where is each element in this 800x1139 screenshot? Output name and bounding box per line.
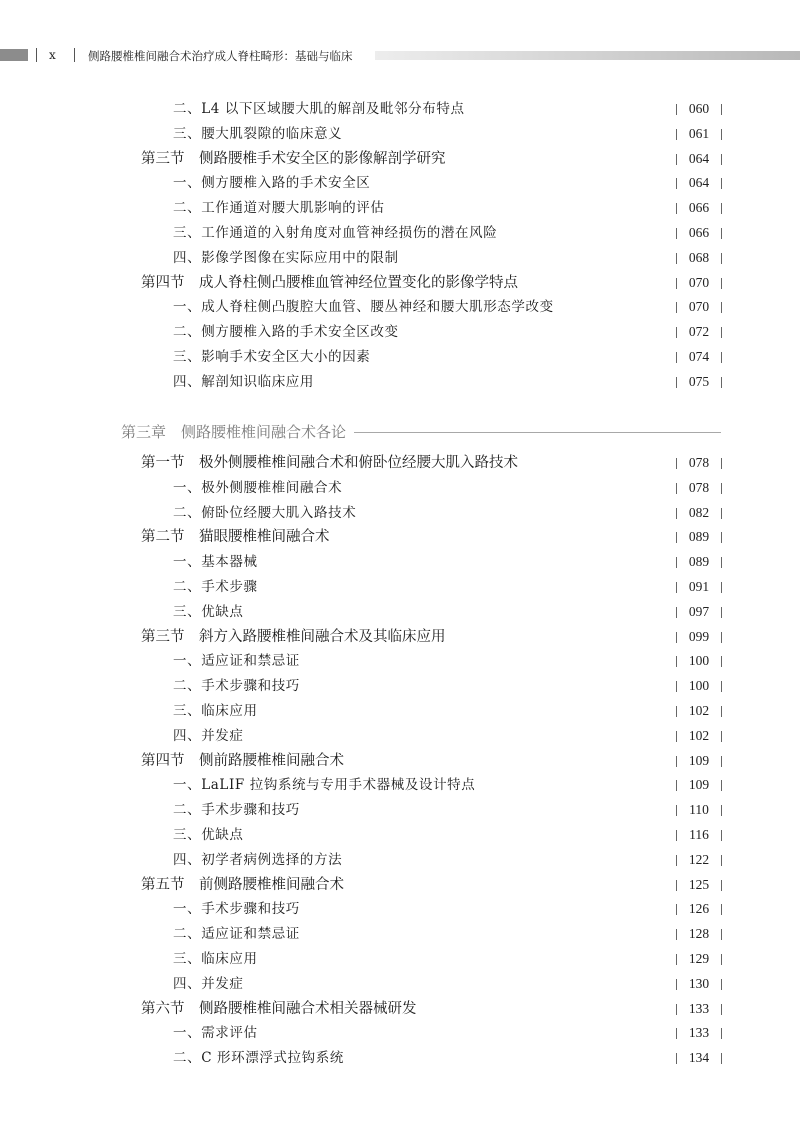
toc-subsection-entry[interactable] bbox=[0, 675, 800, 697]
toc-page-number: 109 bbox=[676, 750, 722, 772]
toc-subsection-entry[interactable] bbox=[0, 551, 800, 573]
toc-page-number: 075 bbox=[676, 371, 722, 393]
toc-entry-title: 三、优缺点 bbox=[173, 603, 244, 620]
toc-subsection-entry[interactable] bbox=[0, 576, 800, 598]
toc-entry-title: 四、解剖知识临床应用 bbox=[173, 373, 314, 390]
toc-subsection-entry[interactable] bbox=[0, 371, 800, 393]
toc-section-entry[interactable] bbox=[0, 526, 800, 548]
toc-entry-title: 二、工作通道对腰大肌影响的评估 bbox=[173, 200, 385, 217]
toc-entry-title: 一、侧方腰椎入路的手术安全区 bbox=[173, 175, 371, 192]
toc-section-entry[interactable] bbox=[0, 626, 800, 648]
toc-entry-title: 第三节 侧路腰椎手术安全区的影像解剖学研究 bbox=[141, 150, 446, 167]
toc-subsection-entry[interactable] bbox=[0, 824, 800, 846]
toc-entry-title: 一、适应证和禁忌证 bbox=[173, 653, 300, 670]
toc-entry-title: 三、优缺点 bbox=[173, 827, 244, 843]
toc-page-number: 122 bbox=[676, 849, 722, 871]
toc-entry-title: 四、并发症 bbox=[173, 975, 244, 992]
header-book-title: 侧路腰椎椎间融合术治疗成人脊柱畸形：基础与临床 bbox=[88, 49, 353, 63]
toc-subsection-entry[interactable] bbox=[0, 346, 800, 368]
toc-page-number: 133 bbox=[676, 1022, 722, 1044]
toc-subsection-entry[interactable] bbox=[0, 197, 800, 219]
header-tab-block bbox=[0, 49, 28, 61]
toc-page-number: 100 bbox=[676, 675, 722, 697]
toc-entry-title: 二、C 形环漂浮式拉钩系统 bbox=[173, 1050, 344, 1067]
toc-subsection-entry[interactable] bbox=[0, 502, 800, 524]
toc-page-number: 089 bbox=[676, 551, 722, 573]
toc-subsection-entry[interactable] bbox=[0, 700, 800, 722]
header-gradient-bar bbox=[375, 51, 800, 60]
toc-page-number: 078 bbox=[676, 477, 722, 499]
toc-entry-title: 一、成人脊柱侧凸腹腔大血管、腰丛神经和腰大肌形态学改变 bbox=[173, 299, 554, 316]
toc-page-number: 070 bbox=[676, 272, 722, 294]
toc-subsection-entry[interactable] bbox=[0, 1047, 800, 1069]
toc-entry-title: 第一节 极外侧腰椎椎间融合术和俯卧位经腰大肌入路技术 bbox=[141, 455, 518, 471]
toc-section-entry[interactable] bbox=[0, 148, 800, 170]
toc-subsection-entry[interactable] bbox=[0, 973, 800, 995]
toc-entry-title: 一、手术步骤和技巧 bbox=[173, 901, 300, 918]
toc-page-number: 109 bbox=[676, 774, 722, 796]
toc-page-number: 116 bbox=[676, 824, 722, 846]
toc-page-number: 128 bbox=[676, 923, 722, 945]
toc-subsection-entry[interactable] bbox=[0, 898, 800, 920]
toc-subsection-entry[interactable] bbox=[0, 247, 800, 269]
toc-subsection-entry[interactable] bbox=[0, 98, 800, 120]
toc-entry-title: 一、基本器械 bbox=[173, 554, 258, 571]
toc-page-number: 082 bbox=[676, 502, 722, 524]
toc-page-number: 099 bbox=[676, 626, 722, 648]
toc-subsection-entry[interactable] bbox=[0, 296, 800, 318]
toc-page-number: 125 bbox=[676, 874, 722, 896]
toc-entry-title: 二、手术步骤和技巧 bbox=[173, 802, 300, 819]
toc-section-entry[interactable] bbox=[0, 452, 800, 474]
toc-entry-title: 一、极外侧腰椎椎间融合术 bbox=[173, 479, 343, 496]
toc-section-entry[interactable] bbox=[0, 874, 800, 896]
toc-entry-title: 一、LaLIF 拉钩系统与专用手术器械及设计特点 bbox=[173, 777, 476, 794]
toc-page-number: 064 bbox=[676, 148, 722, 170]
toc-page-number: 102 bbox=[676, 700, 722, 722]
toc-page-number: 091 bbox=[676, 576, 722, 598]
toc-entry-title: 第二节 猫眼腰椎椎间融合术 bbox=[141, 529, 330, 546]
toc-entry-title: 三、影响手术安全区大小的因素 bbox=[173, 349, 371, 365]
toc-entry-title: 第三节 斜方入路腰椎椎间融合术及其临床应用 bbox=[141, 628, 446, 645]
toc-subsection-entry[interactable] bbox=[0, 799, 800, 821]
toc-page-number: 110 bbox=[676, 799, 722, 821]
toc-page-number: 074 bbox=[676, 346, 722, 368]
toc-entry-title: 三、工作通道的入射角度对血管神经损伤的潜在风险 bbox=[173, 225, 498, 241]
toc-entry-title: 四、初学者病例选择的方法 bbox=[173, 851, 343, 868]
toc-entry-title: 三、临床应用 bbox=[173, 703, 258, 719]
toc-page-number: 061 bbox=[676, 123, 722, 145]
chapter-title[interactable]: 第三章 侧路腰椎椎间融合术各论 bbox=[121, 420, 354, 444]
toc-section-entry[interactable] bbox=[0, 750, 800, 772]
toc-page-number: 133 bbox=[676, 998, 722, 1020]
toc-entry-title: 三、临床应用 bbox=[173, 951, 258, 967]
toc-entry-title: 一、需求评估 bbox=[173, 1025, 258, 1042]
toc-entry-title: 第四节 成人脊柱侧凸腰椎血管神经位置变化的影像学特点 bbox=[141, 274, 518, 291]
toc-entry-title: 四、并发症 bbox=[173, 727, 244, 744]
toc-page-number: 102 bbox=[676, 725, 722, 747]
toc-entry-title: 二、手术步骤和技巧 bbox=[173, 678, 300, 695]
toc-subsection-entry[interactable] bbox=[0, 923, 800, 945]
toc-subsection-entry[interactable] bbox=[0, 849, 800, 871]
toc-page-number: 064 bbox=[676, 172, 722, 194]
toc-page-number: 066 bbox=[676, 197, 722, 219]
header-page-number: x bbox=[49, 48, 56, 62]
toc-section-entry[interactable] bbox=[0, 998, 800, 1020]
toc-page-number: 072 bbox=[676, 321, 722, 343]
toc-subsection-entry[interactable] bbox=[0, 222, 800, 244]
header-divider bbox=[74, 48, 75, 62]
toc-subsection-entry[interactable] bbox=[0, 321, 800, 343]
toc-entry-title: 二、适应证和禁忌证 bbox=[173, 926, 300, 943]
toc-subsection-entry[interactable] bbox=[0, 123, 800, 145]
toc-entry-title: 二、俯卧位经腰大肌入路技术 bbox=[173, 504, 357, 521]
toc-entry-title: 第六节 侧路腰椎椎间融合术相关器械研发 bbox=[141, 1000, 417, 1017]
toc-subsection-entry[interactable] bbox=[0, 601, 800, 623]
toc-subsection-entry[interactable] bbox=[0, 172, 800, 194]
toc-subsection-entry[interactable] bbox=[0, 725, 800, 747]
chapter-heading bbox=[121, 420, 721, 444]
toc-subsection-entry[interactable] bbox=[0, 1022, 800, 1044]
toc-entry-title: 四、影像学图像在实际应用中的限制 bbox=[173, 249, 399, 266]
toc-section-entry[interactable] bbox=[0, 272, 800, 294]
header-divider bbox=[36, 48, 37, 62]
toc-entry-title: 第四节 侧前路腰椎椎间融合术 bbox=[141, 752, 344, 769]
toc-page-number: 078 bbox=[676, 452, 722, 474]
toc-subsection-entry[interactable] bbox=[0, 477, 800, 499]
toc-page-number: 060 bbox=[676, 98, 722, 120]
toc-page-number: 097 bbox=[676, 601, 722, 623]
running-header bbox=[0, 47, 800, 65]
toc-page-number: 068 bbox=[676, 247, 722, 269]
toc-page-number: 070 bbox=[676, 296, 722, 318]
toc-subsection-entry[interactable] bbox=[0, 774, 800, 796]
toc-entry-title: 第五节 前侧路腰椎椎间融合术 bbox=[141, 876, 344, 893]
toc-subsection-entry[interactable] bbox=[0, 650, 800, 672]
toc-entry-title: 二、侧方腰椎入路的手术安全区改变 bbox=[173, 324, 399, 341]
toc-page-number: 126 bbox=[676, 898, 722, 920]
toc-entry-title: 三、腰大肌裂隙的临床意义 bbox=[173, 125, 343, 142]
toc-subsection-entry[interactable] bbox=[0, 948, 800, 970]
toc-page-number: 089 bbox=[676, 526, 722, 548]
toc-entry-title: 二、L4 以下区域腰大肌的解剖及毗邻分布特点 bbox=[173, 101, 465, 117]
toc-page-number: 129 bbox=[676, 948, 722, 970]
toc-page-number: 066 bbox=[676, 222, 722, 244]
toc-entry-title: 二、手术步骤 bbox=[173, 579, 258, 595]
toc-page-number: 130 bbox=[676, 973, 722, 995]
toc-page-number: 100 bbox=[676, 650, 722, 672]
toc-page-number: 134 bbox=[676, 1047, 722, 1069]
